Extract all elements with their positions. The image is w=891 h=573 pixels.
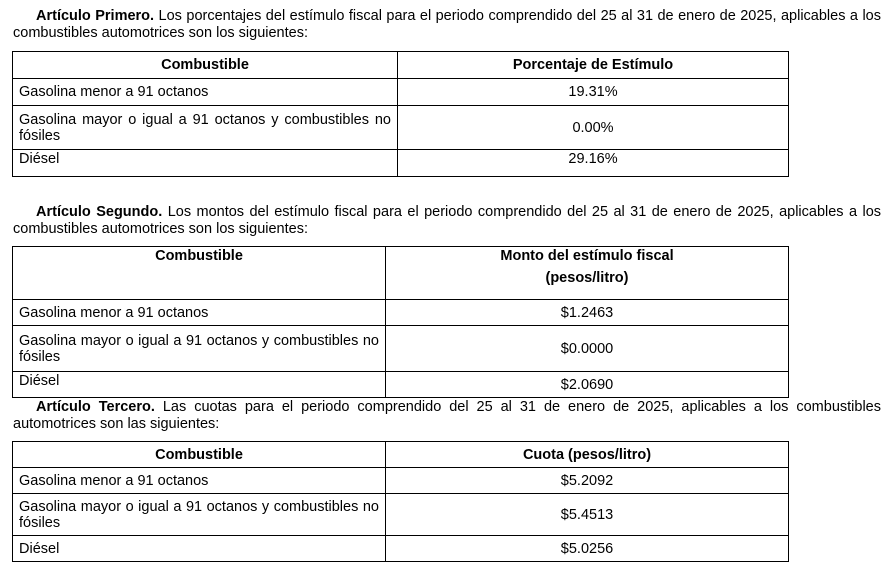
value-cell: 29.16% (398, 150, 789, 177)
articulo-segundo-heading: Artículo Segundo. (36, 204, 163, 220)
fuel-cell: Diésel (13, 536, 386, 562)
column-header-monto (386, 247, 789, 300)
estimulo-monto-table (12, 246, 789, 398)
fuel-cell: Gasolina menor a 91 octanos (13, 468, 386, 494)
value-cell: 19.31% (398, 79, 789, 106)
column-header-combustible: Combustible (13, 52, 398, 79)
articulo-tercero-text: Las cuotas para el periodo comprendido del 25 al 31 de enero de 2025, aplicables a los combustibles automotrices son las siguientes: (13, 399, 881, 432)
fuel-cell: Gasolina mayor o igual a 91 octanos y combustibles no fósiles (13, 494, 386, 536)
estimulo-porcentaje-table (12, 51, 789, 177)
table-row (13, 536, 789, 562)
value-cell: $5.2092 (386, 468, 789, 494)
table-row (13, 468, 789, 494)
column-header-combustible: Combustible (13, 442, 386, 468)
value-cell: 0.00% (398, 106, 789, 150)
articulo-tercero-paragraph (13, 399, 881, 433)
fuel-cell: Gasolina mayor o igual a 91 octanos y combustibles no fósiles (13, 106, 398, 150)
table-row (13, 79, 789, 106)
articulo-tercero-heading: Artículo Tercero. (36, 399, 155, 415)
articulo-segundo-paragraph (13, 204, 881, 238)
table-row (13, 326, 789, 372)
column-header-cuota: Cuota (pesos/litro) (386, 442, 789, 468)
value-cell: $5.4513 (386, 494, 789, 536)
column-header-porcentaje: Porcentaje de Estímulo (398, 52, 789, 79)
articulo-primero-text: Los porcentajes del estímulo fiscal para el periodo comprendido del 25 al 31 de enero de 2025, aplicables a los combustibles automotrices son los siguientes: (13, 8, 881, 41)
articulo-primero-heading: Artículo Primero. (36, 8, 155, 24)
fuel-cell: Gasolina mayor o igual a 91 octanos y combustibles no fósiles (13, 326, 386, 372)
table-row (13, 150, 789, 177)
fuel-cell: Gasolina menor a 91 octanos (13, 300, 386, 326)
articulo-primero-paragraph (13, 8, 881, 42)
column-header-monto-line1: Monto del estímulo fiscal (500, 248, 674, 264)
fuel-cell: Diésel (13, 150, 398, 177)
value-cell: $0.0000 (386, 326, 789, 372)
value-cell: $5.0256 (386, 536, 789, 562)
table-row (13, 372, 789, 398)
table-row (13, 494, 789, 536)
fuel-cell: Gasolina menor a 91 octanos (13, 79, 398, 106)
table-row (13, 106, 789, 150)
column-header-monto-line2: (pesos/litro) (545, 270, 629, 286)
cuota-table (12, 441, 789, 562)
value-cell: $1.2463 (386, 300, 789, 326)
table-header-row (13, 442, 789, 468)
table-row (13, 300, 789, 326)
table-header-row (13, 247, 789, 300)
articulo-segundo-text: Los montos del estímulo fiscal para el periodo comprendido del 25 al 31 de enero de 2025, aplicables a los combustibles automotrices son los siguientes: (13, 204, 882, 237)
value-cell: $2.0690 (386, 372, 789, 398)
fuel-cell: Diésel (13, 372, 386, 398)
column-header-combustible: Combustible (13, 247, 386, 300)
table-header-row (13, 52, 789, 79)
